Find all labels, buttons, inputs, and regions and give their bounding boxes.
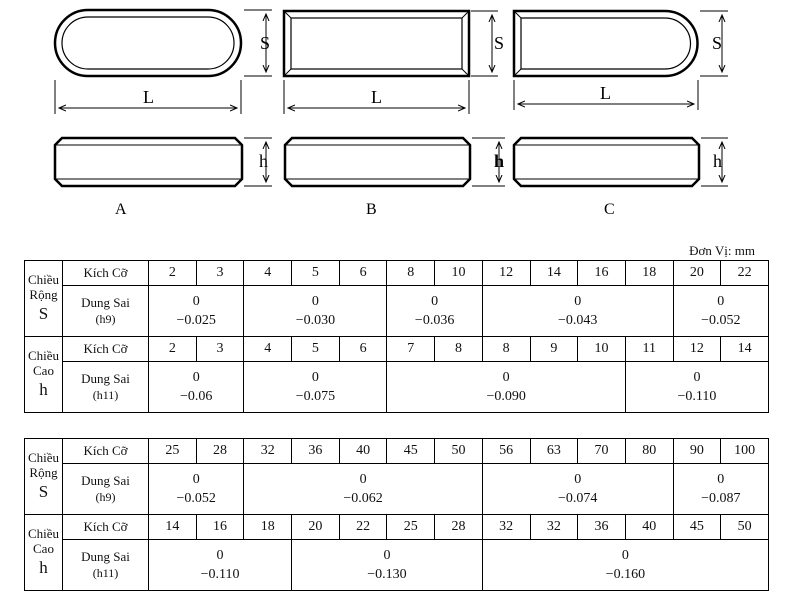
tolerance-table-1 bbox=[24, 260, 769, 413]
width-size-cell: 45 bbox=[387, 439, 435, 464]
type-b-top-view bbox=[284, 11, 469, 76]
width-header-line-2: Rộng bbox=[29, 465, 58, 481]
type-label-b: B bbox=[366, 201, 377, 218]
height-tolerance-cell bbox=[292, 540, 483, 591]
dim-label-h-b: h bbox=[494, 151, 505, 171]
width-size-cell: 22 bbox=[721, 261, 769, 286]
height-size-cell: 14 bbox=[721, 337, 769, 362]
dim-label-s-a: S bbox=[260, 33, 271, 53]
dim-label-h-c: h bbox=[713, 151, 722, 171]
height-size-cell: 2 bbox=[149, 337, 197, 362]
width-size-cell: 70 bbox=[578, 439, 626, 464]
fit-class-label: (h11) bbox=[92, 566, 119, 581]
height-size-cell: 40 bbox=[625, 515, 673, 540]
dim-label-l-a: L bbox=[143, 87, 154, 107]
tolerance-upper: 0 bbox=[502, 369, 510, 385]
width-size-cell: 5 bbox=[292, 261, 340, 286]
tolerance-upper: 0 bbox=[693, 369, 701, 385]
tolerance-label bbox=[63, 362, 149, 413]
tolerance-upper: 0 bbox=[431, 293, 439, 309]
dim-label-h-a: h bbox=[259, 151, 268, 171]
width-header-symbol: S bbox=[38, 482, 49, 502]
tolerance-lower: −0.110 bbox=[677, 389, 717, 404]
fit-class-label: (h9) bbox=[95, 312, 116, 327]
width-size-cell: 56 bbox=[482, 439, 530, 464]
tolerance-label bbox=[63, 540, 149, 591]
tolerance-upper: 0 bbox=[192, 293, 200, 309]
height-size-cell: 14 bbox=[149, 515, 197, 540]
width-header-line-2: Rộng bbox=[29, 287, 58, 303]
fit-class-label: (h11) bbox=[92, 388, 119, 403]
width-size-cell: 20 bbox=[673, 261, 721, 286]
width-size-cell: 4 bbox=[244, 261, 292, 286]
tolerance-lower: −0.075 bbox=[295, 389, 336, 404]
dim-label-s-b: S bbox=[494, 33, 505, 53]
height-size-cell: 8 bbox=[482, 337, 530, 362]
tolerance-lower: −0.025 bbox=[176, 313, 216, 328]
width-size-cell: 100 bbox=[721, 439, 769, 464]
tolerance-lower: −0.062 bbox=[343, 491, 383, 506]
size-label: Kích Cỡ bbox=[63, 515, 149, 540]
tolerance-upper: 0 bbox=[717, 293, 725, 309]
tolerance-lower: −0.074 bbox=[557, 491, 598, 506]
type-label-c: C bbox=[604, 201, 615, 218]
tolerance-upper: 0 bbox=[717, 471, 725, 487]
width-size-cell: 90 bbox=[673, 439, 721, 464]
width-size-cell: 8 bbox=[387, 261, 435, 286]
width-header-symbol: S bbox=[38, 304, 49, 324]
height-size-cell: 5 bbox=[292, 337, 340, 362]
width-size-cell: 50 bbox=[435, 439, 483, 464]
width-size-cell: 2 bbox=[149, 261, 197, 286]
height-size-cell: 9 bbox=[530, 337, 578, 362]
tolerance-upper: 0 bbox=[574, 293, 582, 309]
tolerance-lower: −0.052 bbox=[701, 313, 741, 328]
height-size-cell: 45 bbox=[673, 515, 721, 540]
height-size-cell: 22 bbox=[339, 515, 387, 540]
width-size-row bbox=[25, 261, 769, 286]
height-size-cell: 50 bbox=[721, 515, 769, 540]
height-size-cell: 4 bbox=[244, 337, 292, 362]
width-size-cell: 6 bbox=[339, 261, 387, 286]
height-size-cell: 32 bbox=[482, 515, 530, 540]
height-tolerance-cell bbox=[149, 540, 292, 591]
tolerance-label-text: Dung Sai bbox=[81, 548, 130, 564]
height-size-cell: 32 bbox=[530, 515, 578, 540]
height-size-cell: 11 bbox=[625, 337, 673, 362]
type-label-a: A bbox=[115, 201, 127, 218]
tolerance-upper: 0 bbox=[311, 369, 319, 385]
height-header-line-2: Cao bbox=[33, 363, 54, 379]
width-size-row bbox=[25, 439, 769, 464]
height-size-row bbox=[25, 337, 769, 362]
height-header-line-1: Chiều bbox=[27, 526, 60, 542]
tolerance-upper: 0 bbox=[311, 293, 319, 309]
height-tolerance-cell bbox=[149, 362, 244, 413]
height-size-cell: 3 bbox=[196, 337, 244, 362]
height-size-cell: 20 bbox=[292, 515, 340, 540]
tolerance-lower: −0.030 bbox=[295, 313, 336, 328]
tolerance-upper: 0 bbox=[383, 547, 391, 563]
size-label: Kích Cỡ bbox=[63, 261, 149, 286]
height-tolerance-cell bbox=[244, 362, 387, 413]
tolerance-lower: −0.043 bbox=[557, 313, 598, 328]
height-tolerance-row bbox=[25, 540, 769, 591]
height-tolerance-cell bbox=[482, 540, 768, 591]
tolerance-table-2 bbox=[24, 438, 769, 591]
width-tolerance-cell bbox=[387, 286, 482, 337]
tolerance-lower: −0.06 bbox=[179, 389, 213, 404]
key-types-drawing bbox=[0, 0, 790, 230]
dim-label-l-b: L bbox=[371, 87, 382, 107]
height-size-cell: 10 bbox=[578, 337, 626, 362]
width-tolerance-cell bbox=[673, 464, 768, 515]
tolerance-lower: −0.036 bbox=[414, 313, 455, 328]
width-tolerance-cell bbox=[244, 464, 482, 515]
height-tolerance-cell bbox=[387, 362, 625, 413]
height-header-symbol: h bbox=[39, 558, 48, 578]
tolerance-upper: 0 bbox=[574, 471, 582, 487]
height-size-cell: 12 bbox=[673, 337, 721, 362]
width-tolerance-cell bbox=[244, 286, 387, 337]
tolerance-upper: 0 bbox=[192, 471, 200, 487]
type-a-top-view bbox=[55, 10, 241, 76]
width-row-header bbox=[25, 439, 63, 515]
height-size-cell: 36 bbox=[578, 515, 626, 540]
fit-class-label: (h9) bbox=[95, 490, 116, 505]
height-header-line-1: Chiều bbox=[27, 348, 60, 364]
dim-label-s-c: S bbox=[712, 33, 723, 53]
tolerance-label-text: Dung Sai bbox=[81, 294, 130, 310]
width-size-cell: 36 bbox=[292, 439, 340, 464]
tolerance-label bbox=[63, 464, 149, 515]
height-row-header bbox=[25, 337, 63, 413]
width-size-cell: 10 bbox=[435, 261, 483, 286]
width-tolerance-cell bbox=[149, 286, 244, 337]
tolerance-lower: −0.087 bbox=[701, 491, 741, 506]
width-size-cell: 40 bbox=[339, 439, 387, 464]
tolerance-lower: −0.090 bbox=[486, 389, 526, 404]
tolerance-upper: 0 bbox=[621, 547, 629, 563]
width-size-cell: 16 bbox=[578, 261, 626, 286]
size-label: Kích Cỡ bbox=[63, 439, 149, 464]
width-size-cell: 80 bbox=[625, 439, 673, 464]
height-row-header bbox=[25, 515, 63, 591]
height-tolerance-cell bbox=[625, 362, 768, 413]
height-size-cell: 25 bbox=[387, 515, 435, 540]
width-tolerance-row bbox=[25, 286, 769, 337]
tolerance-lower: −0.130 bbox=[367, 567, 407, 582]
tolerance-upper: 0 bbox=[192, 369, 200, 385]
height-size-cell: 7 bbox=[387, 337, 435, 362]
size-label: Kích Cỡ bbox=[63, 337, 149, 362]
width-size-cell: 63 bbox=[530, 439, 578, 464]
tolerance-label bbox=[63, 286, 149, 337]
width-size-cell: 25 bbox=[149, 439, 197, 464]
width-header-line-1: Chiều bbox=[27, 450, 60, 466]
tolerance-label-text: Dung Sai bbox=[81, 370, 130, 386]
tolerance-lower: −0.160 bbox=[605, 567, 646, 582]
width-size-cell: 32 bbox=[244, 439, 292, 464]
tolerance-lower: −0.052 bbox=[176, 491, 216, 506]
height-size-cell: 16 bbox=[196, 515, 244, 540]
s-dimensions bbox=[244, 10, 728, 76]
width-size-cell: 18 bbox=[625, 261, 673, 286]
width-size-cell: 14 bbox=[530, 261, 578, 286]
height-header-symbol: h bbox=[39, 380, 48, 400]
tolerance-lower: −0.110 bbox=[200, 567, 240, 582]
width-size-cell: 3 bbox=[196, 261, 244, 286]
tolerance-label-text: Dung Sai bbox=[81, 472, 130, 488]
width-tolerance-cell bbox=[673, 286, 768, 337]
height-tolerance-row bbox=[25, 362, 769, 413]
width-tolerance-row bbox=[25, 464, 769, 515]
height-size-row bbox=[25, 515, 769, 540]
height-size-cell: 28 bbox=[435, 515, 483, 540]
tolerance-upper: 0 bbox=[216, 547, 224, 563]
type-c-top-view bbox=[514, 11, 698, 76]
dim-label-l-c: L bbox=[600, 83, 611, 103]
width-size-cell: 28 bbox=[196, 439, 244, 464]
width-tolerance-cell bbox=[482, 286, 673, 337]
tolerance-upper: 0 bbox=[359, 471, 367, 487]
height-header-line-2: Cao bbox=[33, 541, 54, 557]
width-tolerance-cell bbox=[149, 464, 244, 515]
unit-note: Đơn Vị: mm bbox=[689, 243, 755, 258]
width-tolerance-cell bbox=[482, 464, 673, 515]
height-size-cell: 6 bbox=[339, 337, 387, 362]
height-size-cell: 18 bbox=[244, 515, 292, 540]
height-size-cell: 8 bbox=[435, 337, 483, 362]
width-header-line-1: Chiều bbox=[27, 272, 60, 288]
width-size-cell: 12 bbox=[482, 261, 530, 286]
width-row-header bbox=[25, 261, 63, 337]
